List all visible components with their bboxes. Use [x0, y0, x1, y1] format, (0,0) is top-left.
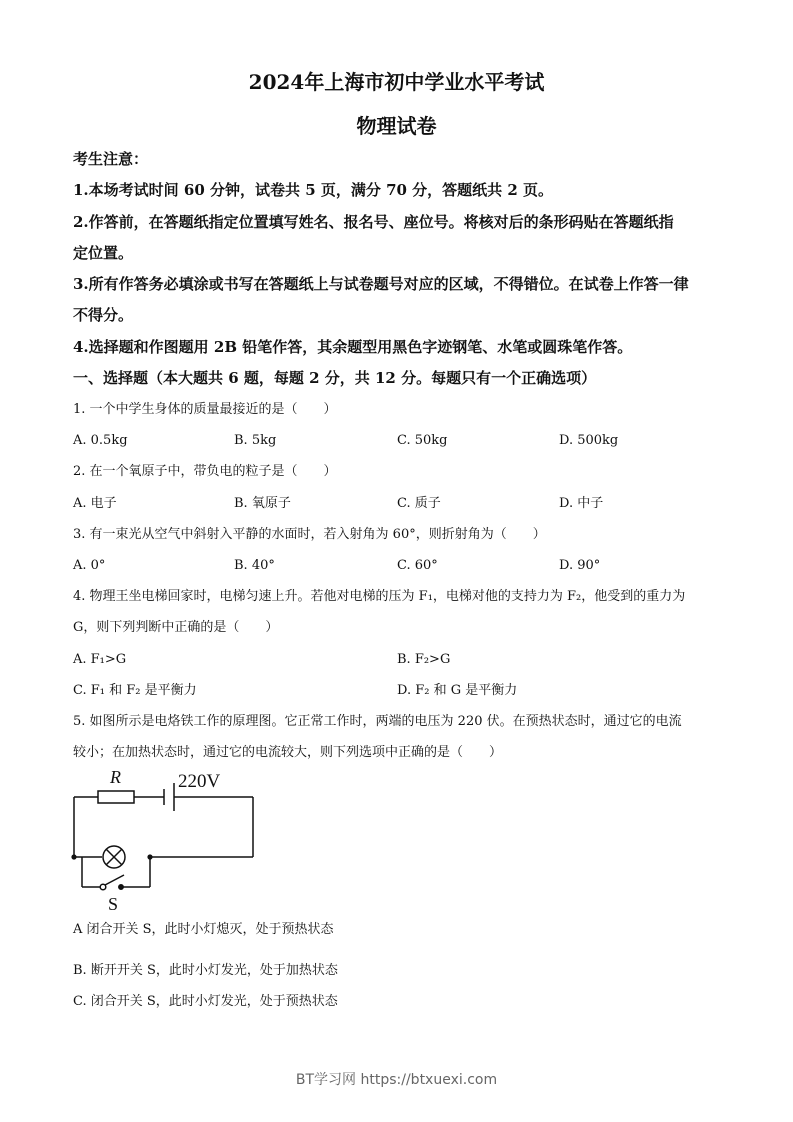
question-5-option-a: A 闭合开关 S，此时小灯熄灭，处于预热状态	[73, 922, 334, 937]
question-4-option-b: B. F₂>G	[397, 652, 451, 667]
question-5-stem-a: 5. 如图所示是电烙铁工作的原理图。它正常工作时，两端的电压为 220 伏。在预热状态时，通过它的电流	[73, 714, 682, 729]
question-3-option-b: B. 40°	[234, 558, 275, 573]
junction-dot	[71, 854, 76, 859]
switch-label: S	[108, 894, 119, 914]
question-1-stem: 1. 一个中学生身体的质量最接近的是（ ）	[73, 402, 337, 417]
question-3-option-a: A. 0°	[73, 558, 106, 573]
question-2-stem: 2. 在一个氧原子中，带负电的粒子是（ ）	[73, 464, 337, 479]
page-subtitle: 物理试卷	[356, 114, 437, 138]
resistor-label: R	[110, 767, 121, 787]
question-4-stem-a: 4. 物理王坐电梯回家时，电梯匀速上升。若他对电梯的压为 F₁，电梯对他的支持力为 F₂，他受到的重力为	[73, 589, 686, 604]
question-3-option-c: C. 60°	[397, 558, 438, 573]
battery	[164, 783, 174, 811]
notice-line-2b: 定位置。	[73, 244, 134, 262]
voltage-label: 220V	[178, 771, 221, 792]
question-1-option-d: D. 500kg	[559, 433, 619, 448]
notice-heading: 考生注意：	[73, 150, 149, 168]
question-1-option-b: B. 5kg	[234, 433, 277, 448]
notice-line-2a: 2.作答前，在答题纸指定位置填写姓名、报名号、座位号。将核对后的条形码贴在答题纸指	[73, 213, 674, 231]
question-5-option-c: C. 闭合开关 S，此时小灯发光，处于预热状态	[73, 994, 338, 1009]
footer-watermark: BT学习网 https://btxuexi.com	[295, 1072, 498, 1088]
question-2-option-d: D. 中子	[559, 496, 604, 511]
notice-line-3b: 不得分。	[73, 306, 134, 324]
notice-line-4: 4.选择题和作图题用 2B 铅笔作答，其余题型用黑色字迹钢笔、水笔或圆珠笔作答。	[73, 338, 633, 356]
question-2-option-b: B. 氧原子	[234, 496, 291, 511]
question-5-option-b: B. 断开开关 S，此时小灯发光，处于加热状态	[73, 963, 338, 978]
question-1-option-c: C. 50kg	[397, 433, 448, 448]
junction-dot	[147, 854, 152, 859]
notice-line-3a: 3.所有作答务必填涂或书写在答题纸上与试卷题号对应的区域，不得错位。在试卷上作答一律	[73, 275, 689, 293]
question-4-option-d: D. F₂ 和 G 是平衡力	[397, 683, 518, 698]
page-title: 2024年上海市初中学业水平考试	[248, 70, 545, 94]
question-5-stem-b: 较小；在加热状态时，通过它的电流较大，则下列选项中正确的是（ ）	[73, 745, 503, 760]
question-1-option-a: A. 0.5kg	[73, 433, 128, 448]
question-3-stem: 3. 有一束光从空气中斜射入平静的水面时，若入射角为 60°，则折射角为（ ）	[73, 527, 546, 542]
notice-line-1: 1.本场考试时间 60 分钟，试卷共 5 页，满分 70 分，答题纸共 2 页。	[73, 181, 554, 199]
question-4-stem-b: G，则下列判断中正确的是（ ）	[73, 620, 279, 635]
question-3-option-d: D. 90°	[559, 558, 601, 573]
question-4-option-c: C. F₁ 和 F₂ 是平衡力	[73, 683, 197, 698]
question-2-option-c: C. 质子	[397, 496, 441, 511]
section-heading: 一、选择题（本大题共 6 题，每题 2 分，共 12 分。每题只有一个正确选项）	[73, 369, 597, 387]
question-4-option-a: A. F₁>G	[73, 652, 127, 667]
resistor	[98, 791, 134, 803]
circuit-diagram	[66, 765, 266, 915]
lamp	[103, 846, 125, 868]
question-2-option-a: A. 电子	[73, 496, 117, 511]
switch	[100, 875, 124, 890]
